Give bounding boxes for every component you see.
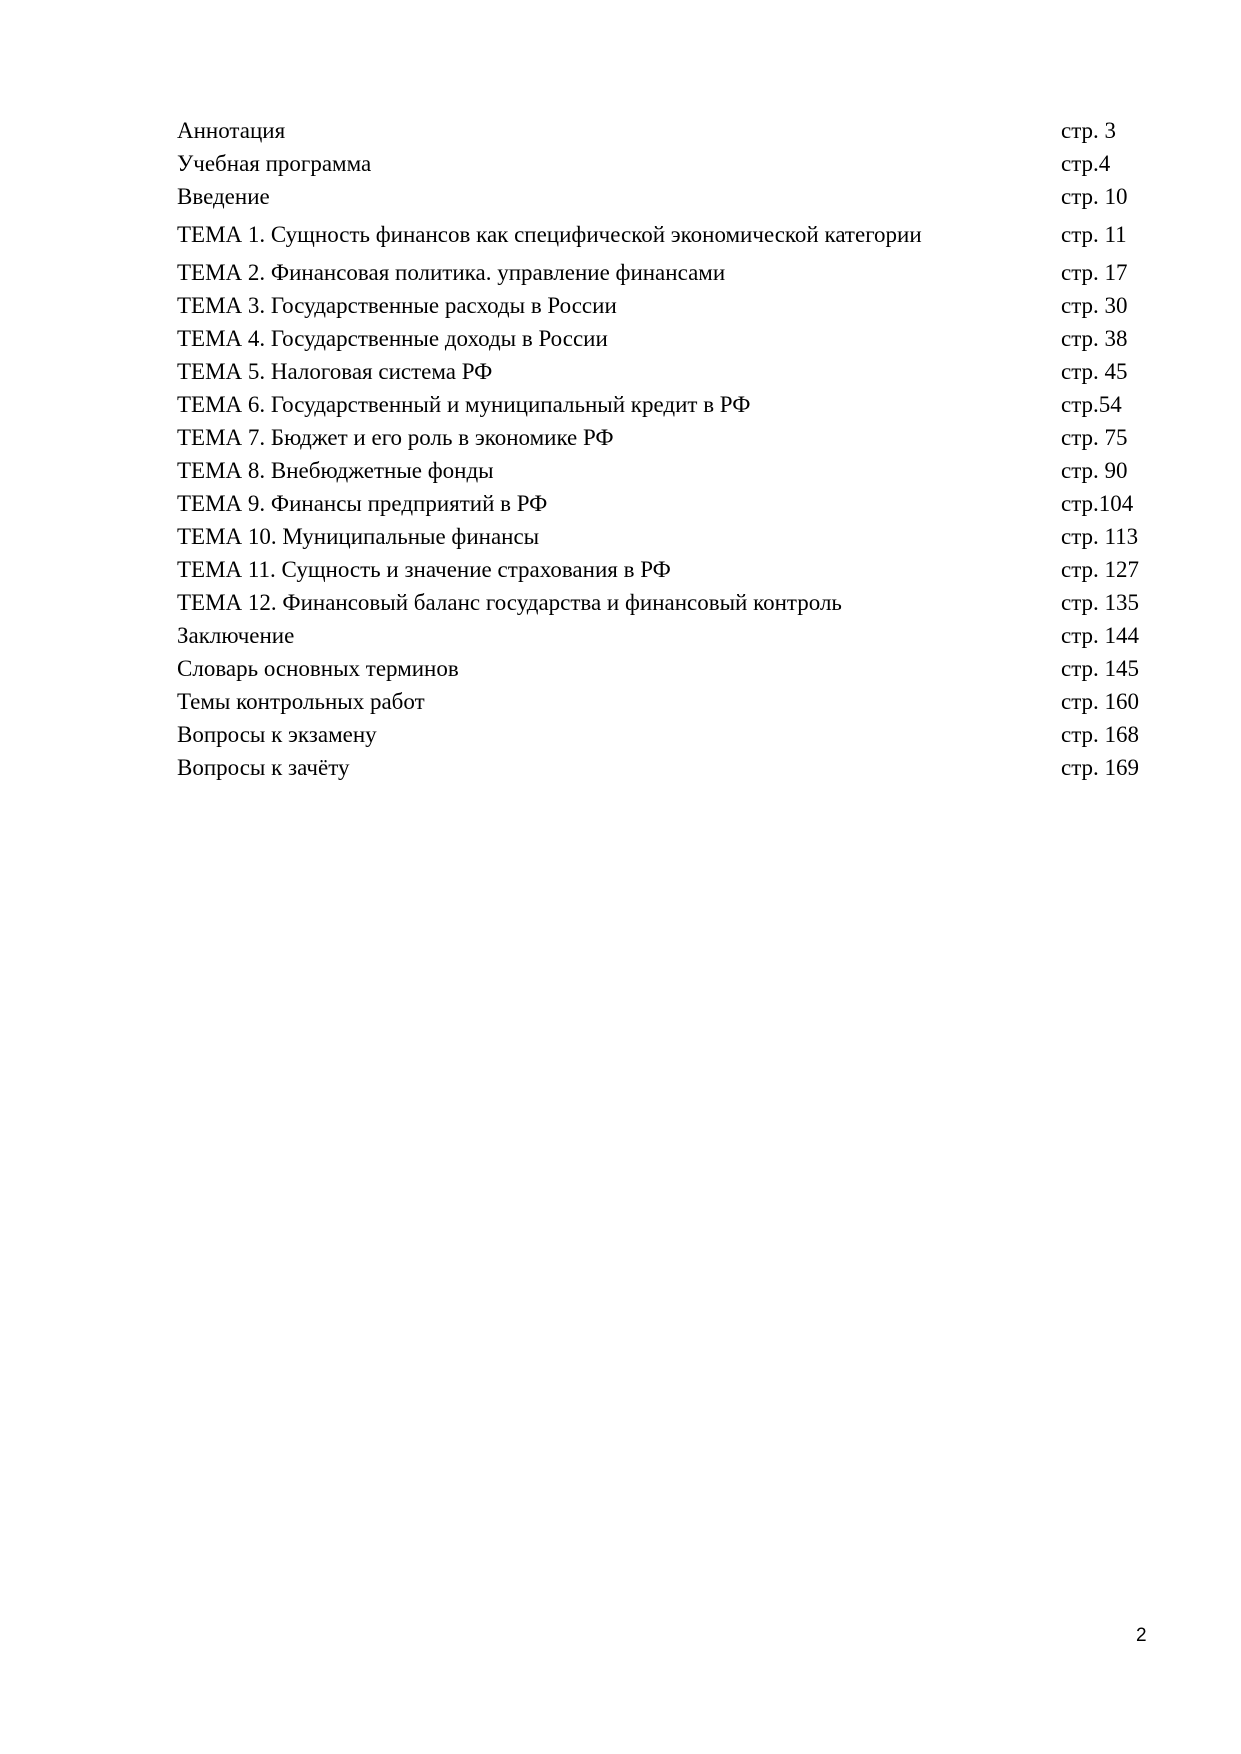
toc-entry-page: стр. 145 [1061, 656, 1140, 681]
toc-entry-title: ТЕМА 8. Внебюджетные фонды [177, 458, 494, 483]
toc-row [177, 520, 1157, 553]
toc-entry-page: стр. 144 [1061, 623, 1140, 648]
toc-entry-title: ТЕМА 9. Финансы предприятий в РФ [177, 491, 548, 516]
toc-entry-page: стр. 168 [1061, 722, 1140, 747]
toc-entry-title: Аннотация [177, 118, 286, 143]
toc-entry-title: Введение [177, 184, 270, 209]
toc-row [177, 718, 1157, 751]
toc-row [177, 619, 1157, 652]
toc-entry-title: ТЕМА 12. Финансовый баланс государства и финансовый контроль [177, 590, 842, 615]
toc-row [177, 114, 1157, 147]
toc-entry-page: стр. 11 [1061, 222, 1127, 247]
toc-row [177, 256, 1157, 289]
toc-row [177, 751, 1157, 784]
toc-entry-page: стр. 17 [1061, 260, 1128, 285]
toc-entry-page: стр. 10 [1061, 184, 1128, 209]
toc-row [177, 147, 1157, 180]
toc-row [177, 553, 1157, 586]
toc-entry-page: стр.104 [1061, 491, 1134, 516]
page-number: 2 [1136, 1625, 1147, 1646]
toc-entry-page: стр.54 [1061, 392, 1122, 417]
toc-entry-page: стр. 75 [1061, 425, 1128, 450]
toc-entry-page: стр. 113 [1061, 524, 1139, 549]
toc-row [177, 289, 1157, 322]
toc-entry-title: ТЕМА 3. Государственные расходы в России [177, 293, 617, 318]
toc-entry-title: Заключение [177, 623, 295, 648]
toc-entry-page: стр. 169 [1061, 755, 1140, 780]
toc-entry-page: стр. 135 [1061, 590, 1140, 615]
toc-row [177, 586, 1157, 619]
toc-entry-title: ТЕМА 6. Государственный и муниципальный кредит в РФ [177, 392, 751, 417]
toc-entry-title: ТЕМА 7. Бюджет и его роль в экономике РФ [177, 425, 614, 450]
toc-entry-title: Словарь основных терминов [177, 656, 459, 681]
toc-entry-title: Темы контрольных работ [177, 689, 425, 714]
toc-row [177, 421, 1157, 454]
toc-entry-title: ТЕМА 1. Сущность финансов как специфической экономической категории [177, 222, 922, 247]
toc-entry-title: ТЕМА 2. Финансовая политика. управление финансами [177, 260, 726, 285]
toc-entry-page: стр. 38 [1061, 326, 1128, 351]
toc-row [177, 652, 1157, 685]
toc-entry-page: стр. 3 [1061, 118, 1117, 143]
toc-entry-title: Вопросы к экзамену [177, 722, 377, 747]
toc-entry-title: ТЕМА 10. Муниципальные финансы [177, 524, 540, 549]
toc-row [177, 388, 1157, 421]
toc-entry-title: Учебная программа [177, 151, 372, 176]
table-of-contents [177, 114, 1157, 784]
toc-entry-page: стр. 30 [1061, 293, 1128, 318]
toc-row [177, 180, 1157, 213]
toc-row [177, 454, 1157, 487]
toc-entry-page: стр.4 [1061, 151, 1111, 176]
toc-entry-title: ТЕМА 11. Сущность и значение страхования в РФ [177, 557, 671, 582]
toc-entry-title: Вопросы к зачёту [177, 755, 350, 780]
toc-entry-page: стр. 45 [1061, 359, 1128, 384]
toc-entry-title: ТЕМА 5. Налоговая система РФ [177, 359, 493, 384]
toc-entry-page: стр. 160 [1061, 689, 1140, 714]
toc-row [177, 487, 1157, 520]
toc-row [177, 322, 1157, 355]
toc-entry-page: стр. 127 [1061, 557, 1140, 582]
toc-entry-page: стр. 90 [1061, 458, 1128, 483]
toc-row [177, 355, 1157, 388]
toc-row [177, 213, 1157, 256]
toc-row [177, 685, 1157, 718]
toc-entry-title: ТЕМА 4. Государственные доходы в России [177, 326, 608, 351]
